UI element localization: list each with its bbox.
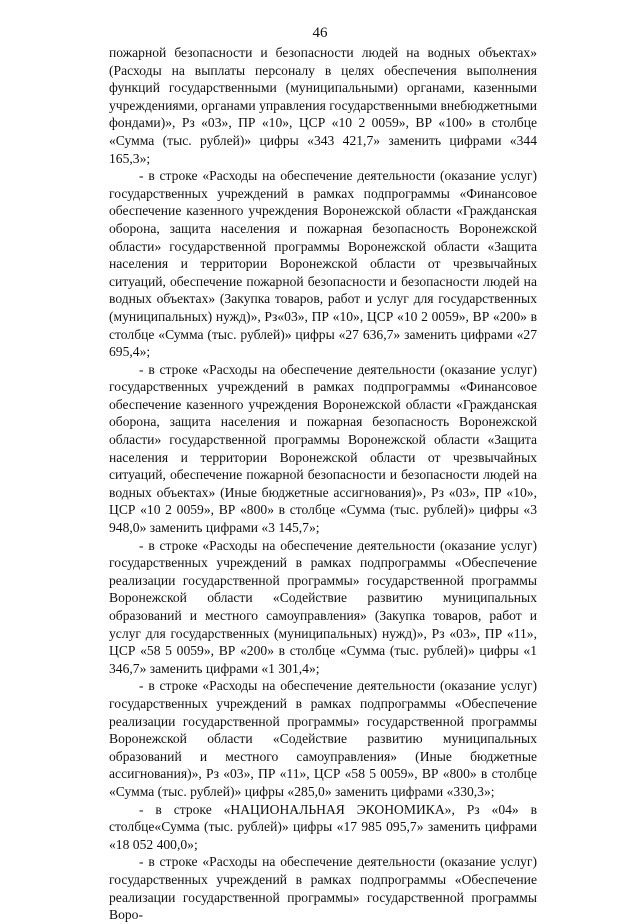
paragraph-amendment: - в строке «Расходы на обеспечение деятельности (оказание услуг) государственных учреждений в рамках подпрограммы «Финансовое обеспечение казенного учреждения Воронежской области «Гражданская оборона, защита населения и пожарная безопасность Воронежской области» государственной программы Воронежской области «Защита населения и территории Воронежской области от чрезвычайных ситуаций, обеспечение пожарной безопасности и безопасности людей на водных объектах» (Закупка товаров, работ и услуг для государственных (муниципальных) нужд)», Рз«03», ПР «10», ЦСР «10 2 0059», ВР «200» в столбце «Сумма (тыс. рублей)» цифры «27 636,7» заменить цифрами «27 695,4»; xyxy=(109,168,537,360)
paragraph-amendment: - в строке «Расходы на обеспечение деятельности (оказание услуг) государственных учреждений в рамках подпрограммы «Обеспечение реализации государственной программы» государственной программы Воро- xyxy=(109,854,537,923)
paragraph-amendment: - в строке «Расходы на обеспечение деятельности (оказание услуг) государственных учреждений в рамках подпрограммы «Обеспечение реализации государственной программы» государственной программы Воронежской области «Содействие развитию муниципальных образований и местного самоуправления» (Иные бюджетные ассигнования)», Рз «03», ПР «11», ЦСР «58 5 0059», ВР «800» в столбце «Сумма (тыс. рублей)» цифры «285,0» заменить цифрами «330,3»; xyxy=(109,678,537,799)
paragraph-amendment: - в строке «Расходы на обеспечение деятельности (оказание услуг) государственных учреждений в рамках подпрограммы «Финансовое обеспечение казенного учреждения Воронежской области «Гражданская оборона, защита населения и пожарная безопасность Воронежской области» государственной программы Воронежской области «Защита населения и территории Воронежской области от чрезвычайных ситуаций, обеспечение пожарной безопасности и безопасности людей на водных объектах» (Иные бюджетные ассигнования)», Рз «03», ПР «10», ЦСР «10 2 0059», ВР «800» в столбце «Сумма (тыс. рублей)» цифры «3 948,0» заменить цифрами «3 145,7»; xyxy=(109,361,537,536)
paragraph-amendment: - в строке «Расходы на обеспечение деятельности (оказание услуг) государственных учреждений в рамках подпрограммы «Обеспечение реализации государственной программы» государственной программы Воронежской области «Содействие развитию муниципальных образований и местного самоуправления» (Закупка товаров, работ и услуг для государственных (муниципальных) нужд)», Рз «03», ПР «11», ЦСР «58 5 0059», ВР «200» в столбце «Сумма (тыс. рублей)» цифры «1 346,7» заменить цифрами «1 301,4»; xyxy=(109,537,537,676)
paragraph-continuation: пожарной безопасности и безопасности людей на водных объектах» (Расходы на выплаты персоналу в целях обеспечения выполнения функций государственными (муниципальными) органами, казенными учреждениями, органами управления государственными внебюджетными фондами)», Рз «03», ПР «10», ЦСР «10 2 0059», ВР «100» в столбце «Сумма (тыс. рублей)» цифры «343 421,7» заменить цифрами «344 165,3»; xyxy=(109,45,537,166)
page-number: 46 xyxy=(312,25,328,41)
document-body xyxy=(109,44,537,924)
paragraph-amendment: - в строке «НАЦИОНАЛЬНАЯ ЭКОНОМИКА», Рз «04» в столбце«Сумма (тыс. рублей)» цифры «17 985 095,7» заменить цифрами «18 052 400,0»; xyxy=(109,801,537,852)
